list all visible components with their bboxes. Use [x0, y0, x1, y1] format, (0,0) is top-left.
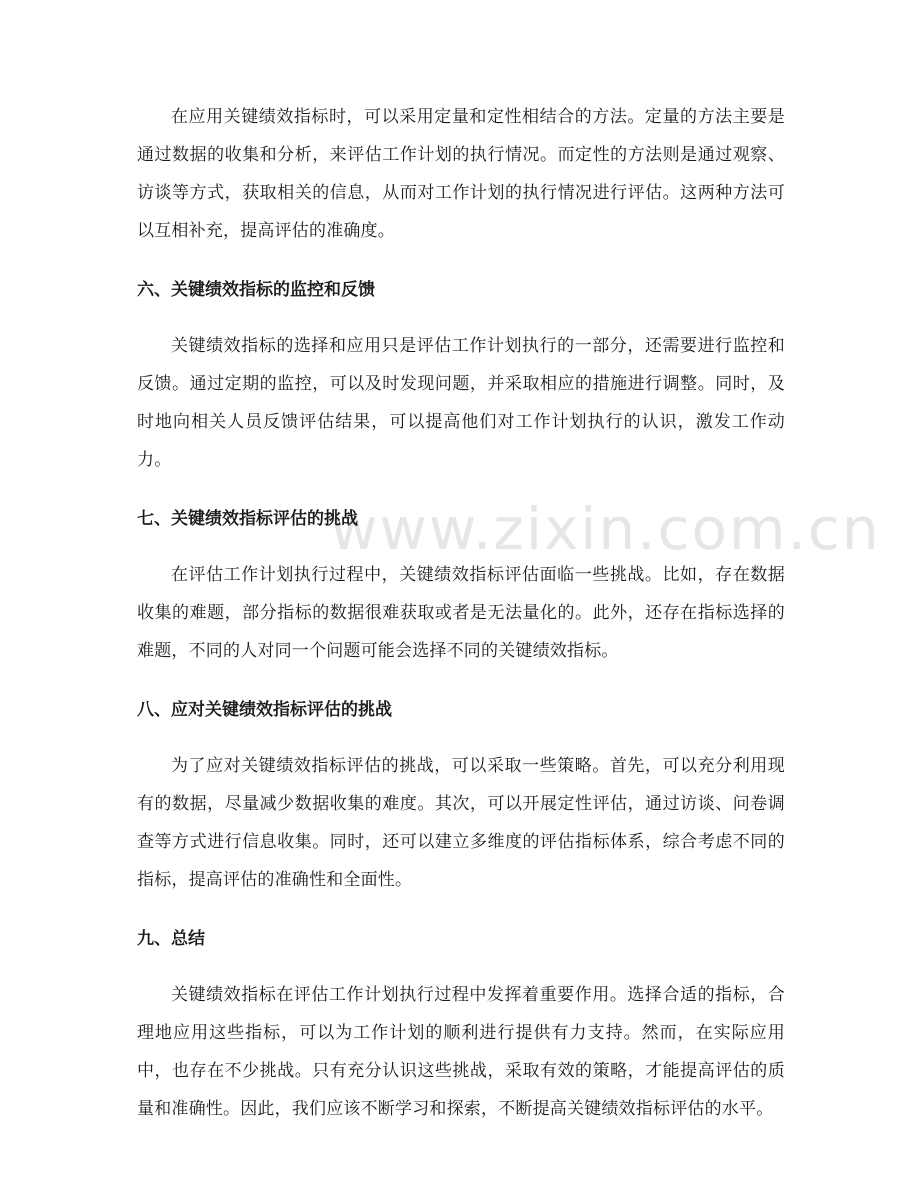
section-9-heading: 九、总结	[137, 929, 205, 949]
document-body	[137, 98, 785, 1128]
section-7-paragraph: 在评估工作计划执行过程中，关键绩效指标评估面临一些挑战。比如，存在数据收集的难题，部分指标的数据很难获取或者是无法量化的。此外，还存在指标选择的难题，不同的人对同一个问题可能会选择不同的关键绩效指标。	[137, 565, 785, 661]
section-8-paragraph: 为了应对关键绩效指标评估的挑战，可以采取一些策略。首先，可以充分利用现有的数据，尽量减少数据收集的难度。其次，可以开展定性评估，通过访谈、问卷调查等方式进行信息收集。同时，还可以建立多维度的评估指标体系，综合考虑不同的指标，提高评估的准确性和全面性。	[137, 756, 785, 890]
section-7-heading: 七、关键绩效指标评估的挑战	[137, 509, 358, 529]
section-9-paragraph: 关键绩效指标在评估工作计划执行过程中发挥着重要作用。选择合适的指标，合理地应用这些指标，可以为工作计划的顺利进行提供有力支持。然而，在实际应用中，也存在不少挑战。只有充分认识这些挑战，采取有效的策略，才能提高评估的质量和准确性。因此，我们应该不断学习和探索，不断提高关键绩效指标评估的水平。	[137, 985, 785, 1119]
watermark: www.zixin.com.cn	[330, 495, 881, 563]
intro-paragraph: 在应用关键绩效指标时，可以采用定量和定性相结合的方法。定量的方法主要是通过数据的收集和分析，来评估工作计划的执行情况。而定性的方法则是通过观察、访谈等方式，获取相关的信息，从而对工作计划的执行情况进行评估。这两种方法可以互相补充，提高评估的准确度。	[137, 107, 785, 241]
section-6-paragraph: 关键绩效指标的选择和应用只是评估工作计划执行的一部分，还需要进行监控和反馈。通过定期的监控，可以及时发现问题，并采取相应的措施进行调整。同时，及时地向相关人员反馈评估结果，可以提高他们对工作计划执行的认识，激发工作动力。	[137, 336, 785, 470]
section-8-heading: 八、应对关键绩效指标评估的挑战	[137, 700, 392, 720]
section-6-heading: 六、关键绩效指标的监控和反馈	[137, 280, 375, 300]
